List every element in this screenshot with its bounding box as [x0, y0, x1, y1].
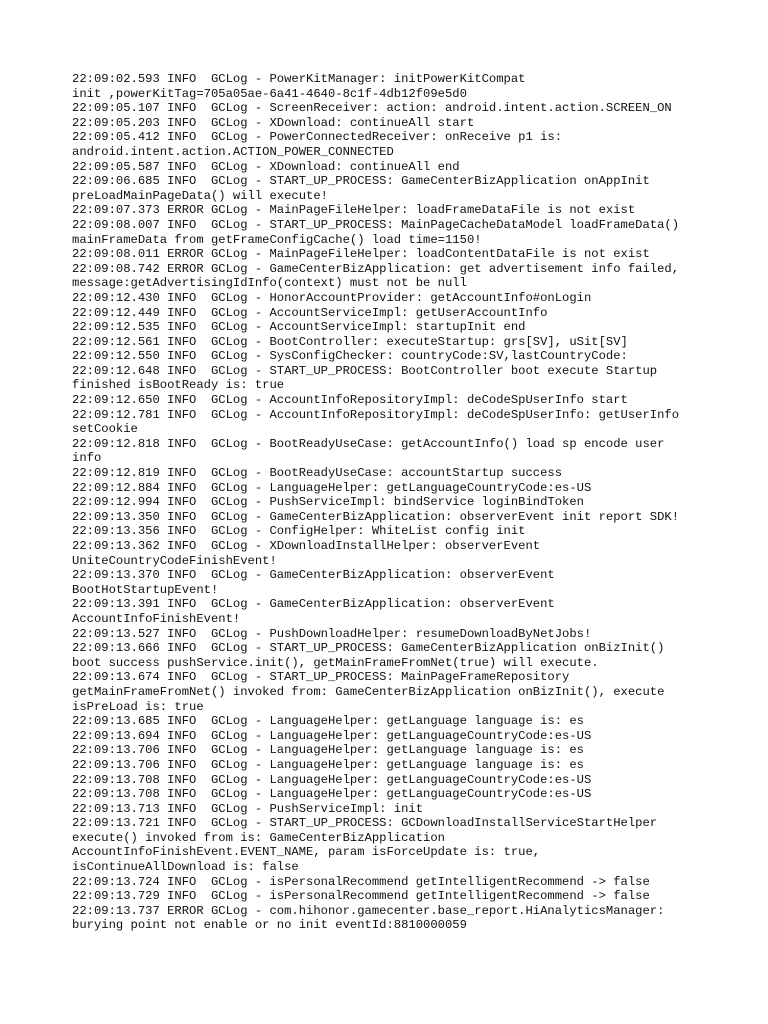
log-line: 22:09:12.781 INFO GCLog - AccountInfoRepositoryImpl: deCodeSpUserInfo: getUserInfo — [72, 407, 680, 422]
log-line: 22:09:05.587 INFO GCLog - XDownload: continueAll end — [72, 159, 460, 174]
log-line: 22:09:13.370 INFO GCLog - GameCenterBizApplication: observerEvent — [72, 568, 555, 583]
log-line: 22:09:12.994 INFO GCLog - PushServiceImpl: bindService loginBindToken — [72, 495, 584, 510]
log-line: 22:09:08.007 INFO GCLog - START_UP_PROCESS: MainPageCacheDataModel loadFrameData() — [72, 217, 680, 232]
log-line: 22:09:12.430 INFO GCLog - HonorAccountProvider: getAccountInfo#onLogin — [72, 290, 592, 305]
log-line: BootHotStartupEvent! — [72, 582, 219, 597]
log-line: 22:09:12.818 INFO GCLog - BootReadyUseCase: getAccountInfo() load sp encode user — [72, 436, 665, 451]
log-line: AccountInfoFinishEvent.EVENT_NAME, param isForceUpdate is: true, — [72, 845, 541, 860]
log-line: 22:09:12.819 INFO GCLog - BootReadyUseCase: accountStartup success — [72, 466, 563, 481]
log-line: 22:09:13.721 INFO GCLog - START_UP_PROCESS: GCDownloadInstallServiceStartHelper — [72, 816, 658, 831]
log-line: info — [72, 451, 102, 466]
log-line: message:getAdvertisingIdInfo(context) must not be null — [72, 276, 467, 291]
log-line: isContinueAllDownload is: false — [72, 860, 299, 875]
log-line: 22:09:13.706 INFO GCLog - LanguageHelper: getLanguage language is: es — [72, 743, 584, 758]
log-line: 22:09:12.648 INFO GCLog - START_UP_PROCESS: BootController boot execute Startup — [72, 363, 658, 378]
log-line: UniteCountryCodeFinishEvent! — [72, 553, 277, 568]
log-line: 22:09:13.694 INFO GCLog - LanguageHelper: getLanguageCountryCode:es-US — [72, 728, 592, 743]
log-line: 22:09:12.650 INFO GCLog - AccountInfoRepositoryImpl: deCodeSpUserInfo start — [72, 393, 628, 408]
log-line: setCookie — [72, 422, 138, 437]
log-line: 22:09:13.708 INFO GCLog - LanguageHelper: getLanguageCountryCode:es-US — [72, 772, 592, 787]
log-line: 22:09:13.391 INFO GCLog - GameCenterBizApplication: observerEvent — [72, 597, 555, 612]
log-line: 22:09:05.412 INFO GCLog - PowerConnectedReceiver: onReceive p1 is: — [72, 130, 563, 145]
log-line: burying point not enable or no init eventId:8810000059 — [72, 918, 467, 933]
log-text-block — [72, 72, 712, 933]
log-line: 22:09:13.666 INFO GCLog - START_UP_PROCESS: GameCenterBizApplication onBizInit() — [72, 641, 665, 656]
log-line: 22:09:13.674 INFO GCLog - START_UP_PROCESS: MainPageFrameRepository — [72, 670, 570, 685]
log-line: 22:09:13.685 INFO GCLog - LanguageHelper: getLanguage language is: es — [72, 714, 584, 729]
log-line: execute() invoked from is: GameCenterBizApplication — [72, 830, 445, 845]
log-line: 22:09:13.713 INFO GCLog - PushServiceImpl: init — [72, 801, 424, 816]
log-line: boot success pushService.init(), getMainFrameFromNet(true) will execute. — [72, 655, 599, 670]
log-line: mainFrameData from getFrameConfigCache() load time=1150! — [72, 232, 482, 247]
log-line: 22:09:13.708 INFO GCLog - LanguageHelper: getLanguageCountryCode:es-US — [72, 787, 592, 802]
log-line: 22:09:13.706 INFO GCLog - LanguageHelper: getLanguage language is: es — [72, 757, 584, 772]
log-line: isPreLoad is: true — [72, 699, 204, 714]
log-line: 22:09:12.449 INFO GCLog - AccountServiceImpl: getUserAccountInfo — [72, 305, 548, 320]
log-line: finished isBootReady is: true — [72, 378, 285, 393]
log-line: 22:09:12.550 INFO GCLog - SysConfigChecker: countryCode:SV,lastCountryCode: — [72, 349, 628, 364]
log-line: 22:09:13.737 ERROR GCLog - com.hihonor.gamecenter.base_report.HiAnalyticsManager: — [72, 903, 665, 918]
log-line: 22:09:12.535 INFO GCLog - AccountServiceImpl: startupInit end — [72, 320, 526, 335]
log-line: init ,powerKitTag=705a05ae-6a41-4640-8c1f-4db12f09e5d0 — [72, 86, 467, 101]
log-line: 22:09:02.593 INFO GCLog - PowerKitManager: initPowerKitCompat — [72, 72, 526, 86]
log-line: 22:09:12.561 INFO GCLog - BootController: executeStartup: grs[SV], uSit[SV] — [72, 334, 628, 349]
log-line: getMainFrameFromNet() invoked from: GameCenterBizApplication onBizInit(), execute — [72, 684, 665, 699]
log-line: 22:09:13.362 INFO GCLog - XDownloadInstallHelper: observerEvent — [72, 539, 541, 553]
log-line: 22:09:13.350 INFO GCLog - GameCenterBizApplication: observerEvent init report SDK! — [72, 509, 680, 524]
log-line: 22:09:12.884 INFO GCLog - LanguageHelper: getLanguageCountryCode:es-US — [72, 480, 592, 495]
log-line: 22:09:05.107 INFO GCLog - ScreenReceiver: action: android.intent.action.SCREEN_ON — [72, 101, 672, 116]
log-line: 22:09:08.742 ERROR GCLog - GameCenterBizApplication: get advertisement info failed, — [72, 261, 680, 276]
log-line: preLoadMainPageData() will execute! — [72, 188, 328, 203]
log-line: 22:09:13.729 INFO GCLog - isPersonalRecommend getIntelligentRecommend -> false — [72, 889, 650, 904]
log-line: 22:09:08.011 ERROR GCLog - MainPageFileHelper: loadContentDataFile is not exist — [72, 247, 650, 262]
log-line: 22:09:06.685 INFO GCLog - START_UP_PROCESS: GameCenterBizApplication onAppInit — [72, 174, 650, 189]
log-line: 22:09:13.356 INFO GCLog - ConfigHelper: WhiteList config init — [72, 524, 526, 539]
log-line: 22:09:13.724 INFO GCLog - isPersonalRecommend getIntelligentRecommend -> false — [72, 874, 650, 889]
log-line: 22:09:07.373 ERROR GCLog - MainPageFileHelper: loadFrameDataFile is not exist — [72, 203, 636, 218]
log-line: 22:09:13.527 INFO GCLog - PushDownloadHelper: resumeDownloadByNetJobs! — [72, 626, 592, 641]
log-line: AccountInfoFinishEvent! — [72, 611, 241, 626]
log-line: 22:09:05.203 INFO GCLog - XDownload: continueAll start — [72, 115, 475, 130]
log-line: android.intent.action.ACTION_POWER_CONNECTED — [72, 144, 394, 159]
